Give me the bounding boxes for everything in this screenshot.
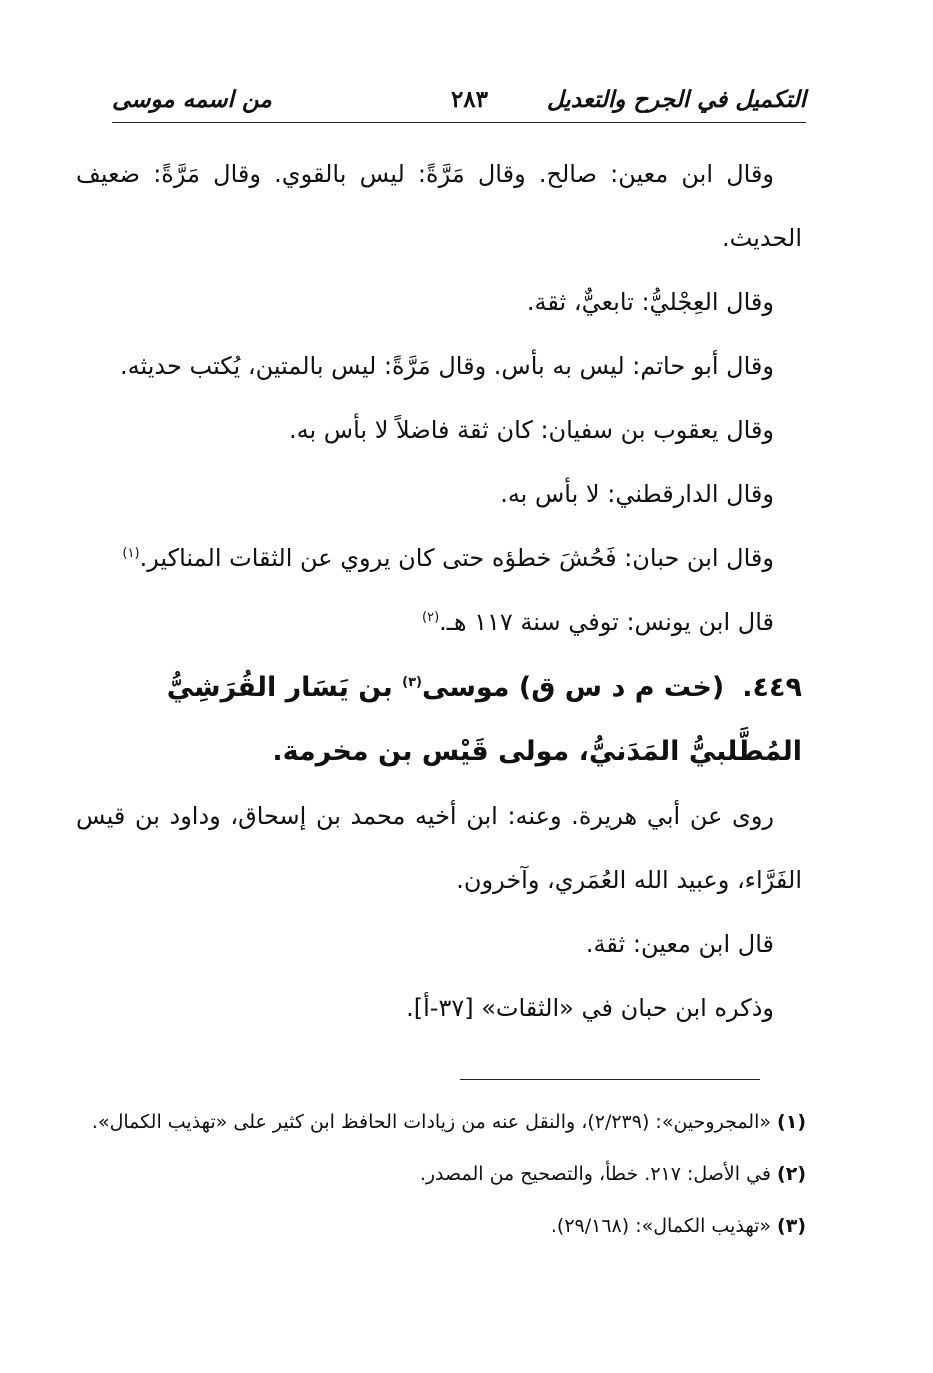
entry-name: (خت م د س ق) موسى xyxy=(422,672,725,703)
footnote-1-text: «المجروحين»: (٢/٢٣٩)، والنقل عنه من زيادات الحافظ ابن كثير على «تهذيب الكمال». xyxy=(91,1111,772,1133)
footnote-2-number: (٢) xyxy=(777,1163,806,1185)
entry-number: ٤٤٩. xyxy=(742,672,802,703)
footnote-ref-3[interactable]: (٣) xyxy=(402,675,422,690)
paragraph-daraqutni: وقال الدارقطني: لا بأس به. xyxy=(500,480,774,508)
page-number: ٢٨٣ xyxy=(450,86,488,113)
paragraph-narrators: روى عن أبي هريرة. وعنه: ابن أخيه محمد بن إسحاق، وداود بن قيس الفَرَّاء، وعبيد الله العُمَري، وآخرون. xyxy=(76,802,802,894)
footnote-1 xyxy=(76,1096,806,1148)
paragraph-yaqub: وقال يعقوب بن سفيان: كان ثقة فاضلاً لا بأس به. xyxy=(288,416,774,444)
paragraph-ibn-maeen: وقال ابن معين: صالح. وقال مَرَّةً: ليس بالقوي. وقال مَرَّةً: ضعيف الحديث. xyxy=(76,160,802,252)
paragraph-thiqat: وذكره ابن حبان في «الثقات» [٣٧-أ]. xyxy=(406,994,774,1022)
paragraph-abu-hatim: وقال أبو حاتم: ليس به بأس. وقال مَرَّةً: ليس بالمتين، يُكتب حديثه. xyxy=(120,352,774,380)
paragraph-ibn-hibban xyxy=(76,526,802,590)
paragraph-ijli: وقال العِجْليُّ: تابعيٌّ، ثقة. xyxy=(526,288,774,316)
footnote-separator xyxy=(460,1079,760,1080)
footnote-3 xyxy=(76,1200,806,1252)
entry-lineage: بن يَسَار القُرَشِيُّ المُطَّلبيُّ المَدَنيُّ، مولى قَيْس بن مخرمة. xyxy=(166,672,802,767)
running-head xyxy=(112,78,806,123)
main-text xyxy=(76,142,802,1040)
entry-heading xyxy=(76,656,802,784)
footnotes xyxy=(76,1096,806,1252)
paragraph-ibn-maeen-thiqa: قال ابن معين: ثقة. xyxy=(585,930,774,958)
footnote-3-text: «تهذيب الكمال»: (٢٩/١٦٨). xyxy=(550,1215,772,1237)
footnote-2 xyxy=(76,1148,806,1200)
paragraph-ibn-hibban-text: وقال ابن حبان: فَحُشَ خطؤه حتى كان يروي عن الثقات المناكير. xyxy=(139,544,774,572)
footnote-ref-1[interactable]: (١) xyxy=(122,546,140,561)
book-title: التكميل في الجرح والتعديل xyxy=(546,86,806,113)
footnote-ref-2[interactable]: (٢) xyxy=(422,610,440,625)
footnote-3-number: (٣) xyxy=(777,1215,806,1237)
footnote-1-number: (١) xyxy=(777,1111,806,1133)
chapter-title: من اسمه موسى xyxy=(112,86,272,113)
footnote-2-text: في الأصل: ٢١٧. خطأ، والتصحيح من المصدر. xyxy=(419,1163,772,1185)
paragraph-ibn-yunus-text: قال ابن يونس: توفي سنة ١١٧ هـ. xyxy=(439,608,774,636)
paragraph-ibn-yunus xyxy=(76,590,802,654)
